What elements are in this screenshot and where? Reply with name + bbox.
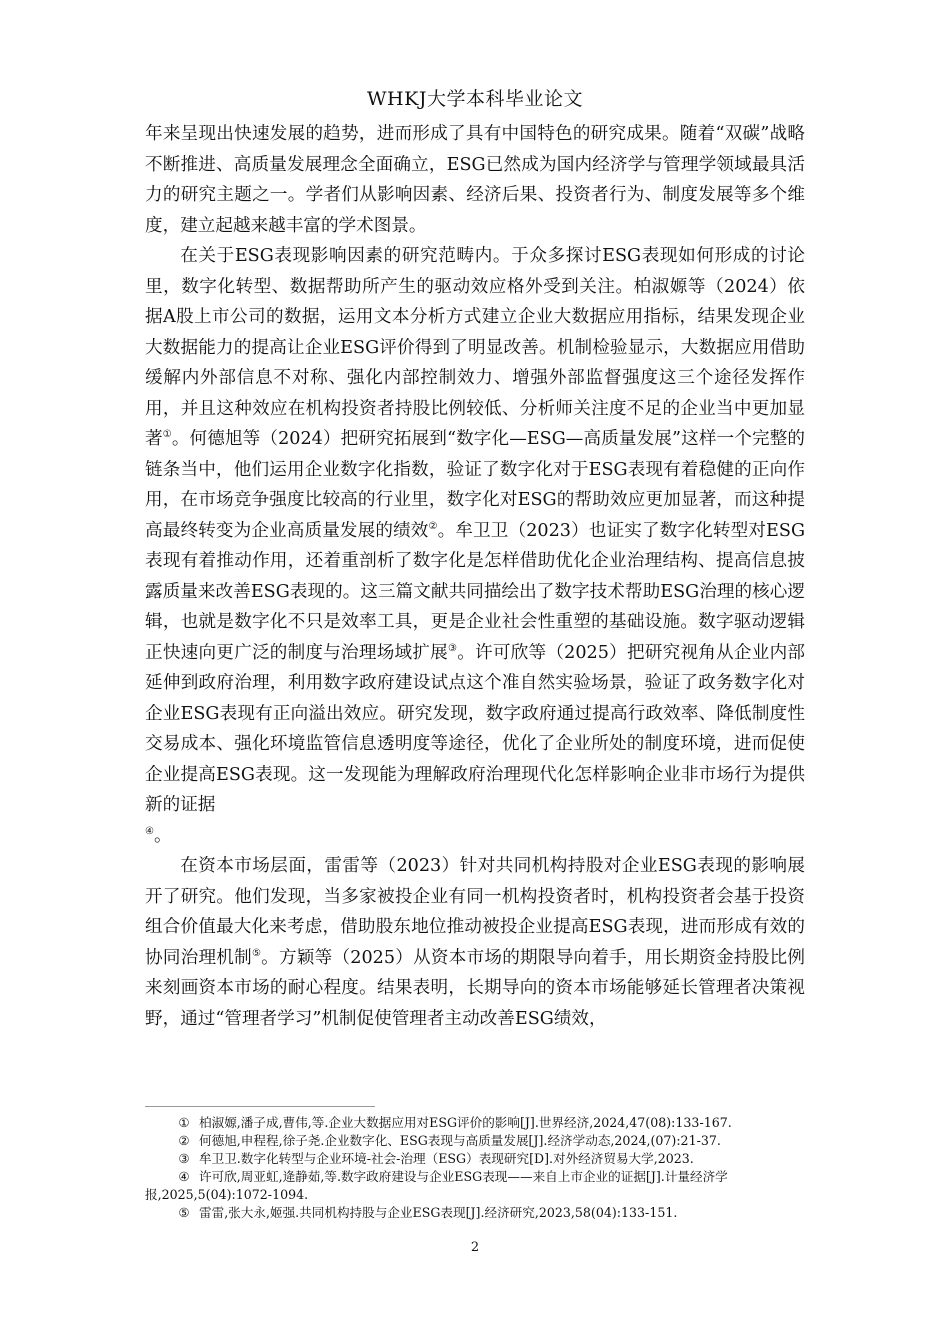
paragraph-2-part: 。何德旭等（2024）把研究拓展到“数字化—ESG—高质量发展”这样一个完整的链条当中，他们运用企业数字化指数，验证了数字化对于ESG表现有着稳健的正向作用，在市场竞争强度比较高的行业里，数字化对ESG的帮助效应更加显著，而这种提高最终转变为企业高质量发展的绩效 (145, 429, 805, 541)
footnote-text: 雷雷,张大永,姬强.共同机构持股与企业ESG表现[J].经济研究,2023,58(04):133-151. (199, 1205, 678, 1220)
paragraph-2-part: 。牟卫卫（2023）也证实了数字化转型对ESG表现有着推动作用，还着重剖析了数字化是怎样借助优化企业治理结构、提高信息披露质量来改善ESG表现的。这三篇文献共同描绘出了数字技术帮助ESG治理的核心逻辑，也就是数字化不只是效率工具，更是企业社会性重塑的基础设施。数字驱动逻辑正快速向更广泛的制度与治理场域扩展 (145, 520, 805, 663)
footnote-text: 何德旭,申程程,徐子尧.企业数字化、ESG表现与高质量发展[J].经济学动态,2024,(07):21-37. (199, 1133, 721, 1148)
footnote-text: 许可欣,周亚虹,逄静茹,等.数字政府建设与企业ESG表现——来自上市企业的证据[J].计量经济学 (199, 1169, 728, 1184)
footnote-mark: ② (178, 1133, 190, 1148)
paragraph-2 (145, 241, 805, 851)
footnote-4-continued: 报,2025,5(04):1072-1094. (145, 1187, 309, 1202)
paragraph-2-part: 。 (153, 825, 172, 846)
footnote-text: 牟卫卫.数字化转型与企业环境-社会-治理（ESG）表现研究[D].对外经济贸易大学,2023. (199, 1151, 694, 1166)
paragraph-3-part: 。方颖等（2025）从资本市场的期限导向着手，用长期资金持股比例来刻画资本市场的耐心程度。结果表明，长期导向的资本市场能够延长管理者决策视野，通过“管理者学习”机制促使管理者主动改善ESG绩效， (145, 947, 805, 1029)
paragraph-3-part: 在资本市场层面，雷雷等（2023）针对共同机构持股对企业ESG表现的影响展开了研究。他们发现，当多家被投企业有同一机构投资者时，机构投资者会基于投资组合价值最大化来考虑，借助股东地位推动被投企业提高ESG表现，进而形成有效的协同治理机制 (145, 856, 805, 968)
footnote-ref-3[interactable]: ③ (448, 642, 458, 654)
footnote-mark: ⑤ (178, 1205, 190, 1220)
footnote-mark: ③ (178, 1151, 190, 1166)
footnote-ref-4[interactable]: ④ (145, 825, 154, 837)
footnote-3 (145, 1150, 805, 1168)
paragraph-3 (145, 851, 805, 1034)
footnote-5 (145, 1204, 805, 1222)
paragraph-2-part: 在关于ESG表现影响因素的研究范畴内。于众多探讨ESG表现如何形成的讨论里，数字化转型、数据帮助所产生的驱动效应格外受到关注。柏淑嫄等（2024）依据A股上市公司的数据，运用文本分析方式建立企业大数据应用指标，结果发现企业大数据能力的提高让企业ESG评价得到了明显改善。机制检验显示，大数据应用借助缓解内外部信息不对称、强化内部控制效力、增强外部监督强度这三个途径发挥作用，并且这种效应在机构投资者持股比例较低、分析师关注度不足的企业当中更加显著 (145, 246, 805, 449)
footnote-ref-1[interactable]: ① (162, 429, 172, 441)
page-number: 2 (470, 1240, 480, 1255)
footnote-ref-2[interactable]: ② (428, 520, 438, 532)
footnote-1 (145, 1114, 805, 1132)
footnote-ref-5[interactable]: ⑤ (251, 947, 262, 959)
footnote-2 (145, 1132, 805, 1150)
running-header: WHKJ大学本科毕业论文 (367, 88, 583, 110)
footnote-divider (145, 1106, 375, 1107)
paragraph-2-part: 。许可欣等（2025）把研究视角从企业内部延伸到政府治理，利用数字政府建设试点这个准自然实验场景，验证了政务数字化对企业ESG表现有正向溢出效应。研究发现，数字政府通过提高行政效率、降低制度性交易成本、强化环境监管信息透明度等途径，优化了企业所处的制度环境，进而促使企业提高ESG表现。这一发现能为理解政府治理现代化怎样影响企业非市场行为提供新的证据 (145, 642, 805, 815)
footnote-mark: ① (178, 1115, 190, 1130)
footnote-4 (145, 1168, 805, 1186)
footnote-mark: ④ (178, 1169, 190, 1184)
main-text (145, 119, 805, 1034)
footnotes (145, 1114, 805, 1222)
paragraph-1: 年来呈现出快速发展的趋势，进而形成了具有中国特色的研究成果。随着“双碳”战略不断推进、高质量发展理念全面确立，ESG已然成为国内经济学与管理学领域最具活力的研究主题之一。学者们从影响因素、经济后果、投资者行为、制度发展等多个维度，建立起越来越丰富的学术图景。 (145, 124, 805, 236)
footnote-text: 柏淑嫄,潘子成,曹伟,等.企业大数据应用对ESG评价的影响[J].世界经济,2024,47(08):133-167. (199, 1115, 732, 1130)
